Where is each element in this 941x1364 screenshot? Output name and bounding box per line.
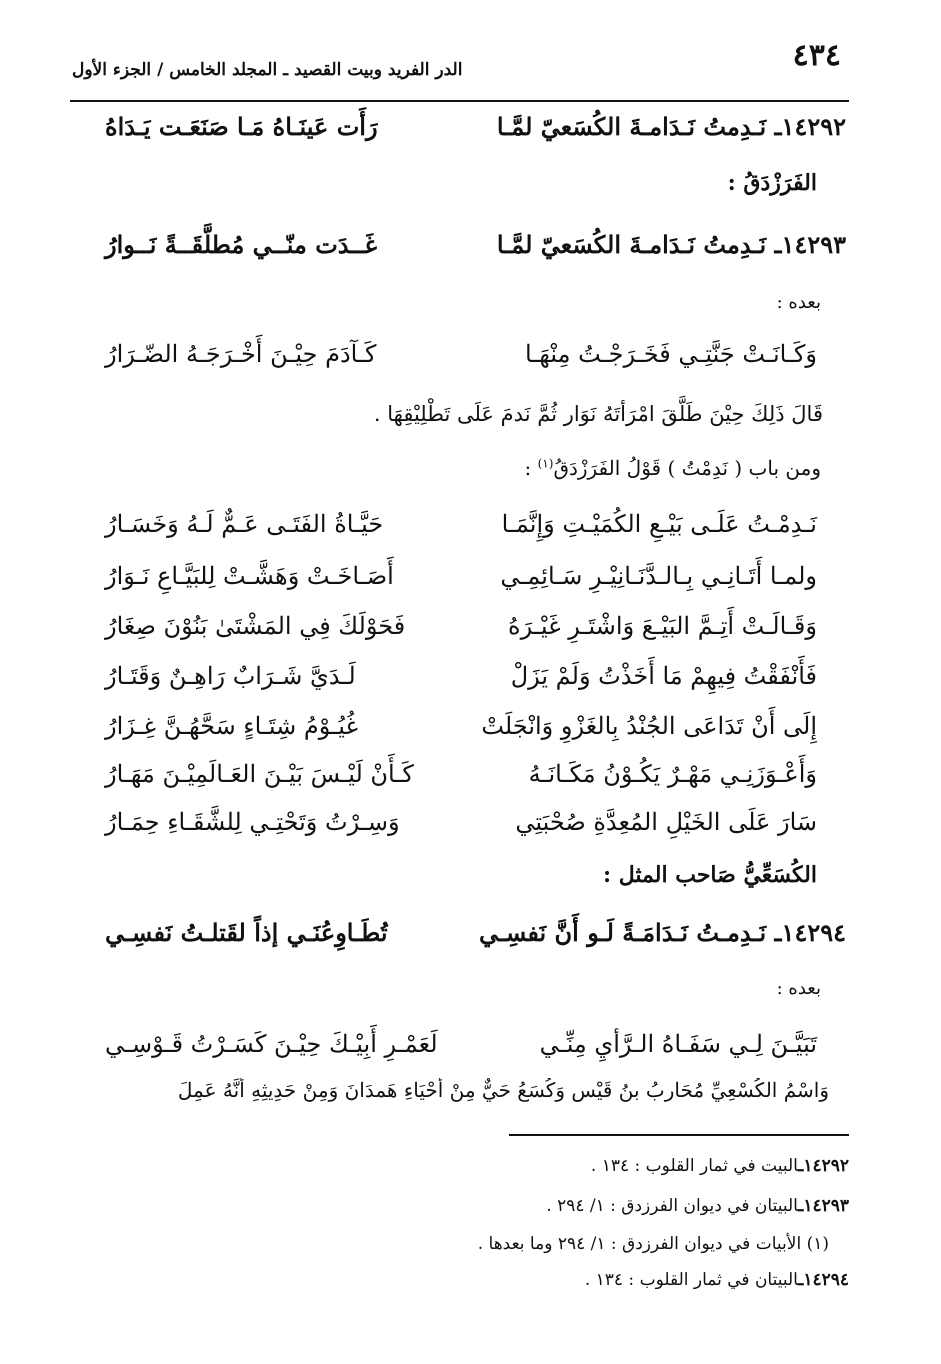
bab-verse-4-left: لَـدَيَّ شَـرَابٌ رَاهِـنٌ وَقَتَـارُ	[105, 662, 356, 690]
entry-14292-attribution: الفَرَزْدَقُ :	[727, 170, 817, 196]
entry-14293-first-hemistich: ١٤٢٩٣ـ نَـدِمتُ نَـدَامـةَ الكُسَعيّ لمَّـا	[496, 230, 846, 259]
bab-verse-7-right: سَارَ عَلَى الخَيْلِ المُعِدَّةِ صُحْبَتِي	[515, 808, 817, 836]
entry-14293-commentary: قَالَ ذَلِكَ حِيْنَ طَلَّقَ امْرَأتَهُ نَوَار ثُمَّ نَدمَ عَلَى تَطْلِيْقِهَا .	[373, 402, 823, 426]
bab-intro	[525, 456, 822, 480]
entry-14293-after-label: بعده :	[776, 292, 821, 313]
page-number: ٤٣٤	[792, 38, 841, 73]
footnote-3-text: الأبيات في ديوان الفرزدق : ١/ ٢٩٤ وما بعدها .	[477, 1234, 802, 1254]
bab-verse-5-left: غُيُـوْمُ شِتَـاءٍ سَحَّهُـنَّ غِـزَارُ	[105, 712, 358, 740]
bab-intro-text: ومن باب ( نَدِمْتُ ) قَوْلُ الفَرَزْدَقُ	[553, 456, 821, 480]
bab-verse-2-left: أَصَـاخَـتْ وَهَشَّـتْ لِلبَيَّـاعِ نَـوَارُ	[105, 562, 394, 590]
entry-14294-first-hemistich: ١٤٢٩٤ـ نَـدِمـتُ نَـدَامَـةً لَـو أَنَّ نَفسِـي	[478, 918, 846, 947]
footnote-1-text: البيت في ثمار القلوب : ١٣٤ .	[590, 1156, 799, 1176]
footnote-2-prefix: ١٤٢٩٣ـ	[798, 1196, 849, 1216]
entry-14293-verse-left: كَـآدَمَ حِيْـنَ أَخْـرَجَـهُ الضّـرَارُ	[105, 340, 377, 368]
entry-14293-second-hemistich: غَــدَت منّــي مُطلَّقَــةً نَــوارُ	[105, 230, 377, 259]
bab-verse-5-right: إِلَى أَنْ تَدَاعَى الجُنْدُ بِالغَزْوِ وَانْجَلَتْ	[481, 712, 817, 740]
footnote-4	[585, 1270, 849, 1290]
footnote-3	[478, 1234, 829, 1254]
footnote-1	[591, 1156, 849, 1176]
entry-14294-commentary: وَاسْمُ الكُسْعِيِّ مُحَارِبُ بنُ قَيْسٍ وَكُسَعُ حَيٌّ مِنْ أَحْيَاءِ هَمدَانَ وَمِنْ حَدِيثِهِ أَنَّهُ عَمِلَ	[177, 1078, 829, 1102]
bab-verse-4-right: فَأَنْفَقْتُ فِيهِمْ مَا أَخَذْتُ وَلَمْ يَزَلْ	[510, 662, 817, 690]
footnote-2	[546, 1196, 849, 1216]
entry-14294-verse-right: تَبَيَّـنَ لِـي سَفَـاهُ الـرَّأيِ مِنِّـي	[539, 1030, 817, 1058]
entry-14294-after-label: بعده :	[776, 978, 821, 999]
footnote-4-prefix: ١٤٢٩٤ـ	[798, 1270, 849, 1290]
running-title: الدر الفريد وبيت القصيد ـ المجلد الخامس / الجزء الأول	[72, 60, 463, 80]
bab-verse-6-right: وَأَعْـوَزَنِـي مَهْـرٌ يَكُـوْنُ مَكَـانَـهُ	[528, 760, 817, 788]
entry-14294-verse-left: لَعَمْـرِ أَبِيْـكَ حِيْـنَ كَسَـرْتُ قَـوْسِـي	[105, 1030, 438, 1058]
bab-verse-2-right: ولمـا أَتَـانِـي بِـالـدَّنَـانِيْـرِ سَـائِمِـي	[500, 562, 817, 590]
bab-verse-1-right: نَـدِمْـتُ عَلَـى بَيْـعِ الكُمَيْـتِ وَإِنَّمَـا	[501, 510, 817, 538]
bab-verse-1-left: حَيَّـاةُ الفَتَـى عَـمٌّ لَـهُ وَخَسَـارُ	[105, 510, 384, 538]
entry-14292-second-hemistich: رَأَت عَينَـاهُ مَـا صَنَعَـت يَـدَاهُ	[105, 112, 378, 141]
entry-14294-second-hemistich: تُطَـاوِعُنَـي إذاً لقَتلـتُ نَفسِـي	[105, 918, 388, 947]
bab-verse-7-left: وَسِـرْتُ وَتَحْتِـي لِلشَّقَـاءِ حِمَـارُ	[105, 808, 400, 836]
entry-14293-verse-right: وَكَـانَـتْ جَنَّتِـي فَخَـرَجْـتُ مِنْهَـا	[524, 340, 817, 368]
entry-14292-first-hemistich: ١٤٢٩٢ـ نَـدِمتُ نَـدَامـةَ الكُسَعيّ لمَّـا	[496, 112, 846, 141]
entry-14294-heading: الكُسَعِّيُّ صَاحب المثل :	[602, 862, 817, 888]
bab-verse-3-left: فَحَوْلَكَ فِي المَشْتَىٰ بَنُوْنَ صِغَارُ	[105, 612, 406, 640]
bab-verse-6-left: كَـأَنْ لَيْـسَ بَيْـنَ العَـالَمِيْـنَ مَهَـارُ	[105, 760, 414, 788]
footnote-1-prefix: ١٤٢٩٢ـ	[798, 1156, 849, 1176]
footnote-2-text: البيتان في ديوان الفرزدق : ١/ ٢٩٤ .	[546, 1196, 799, 1216]
bab-intro-end: :	[524, 456, 538, 480]
header-divider	[70, 100, 849, 102]
bab-verse-3-right: وَقَـالَـتْ أَتِـمَّ البَيْـعَ وَاشْتَـرِ غَيْـرَهُ	[508, 612, 817, 640]
footnote-marker: (١)	[537, 456, 554, 471]
footnote-3-prefix: (١)	[806, 1234, 829, 1254]
footnote-4-text: البيتان في ثمار القلوب : ١٣٤ .	[584, 1270, 799, 1290]
footnote-divider	[509, 1134, 849, 1136]
